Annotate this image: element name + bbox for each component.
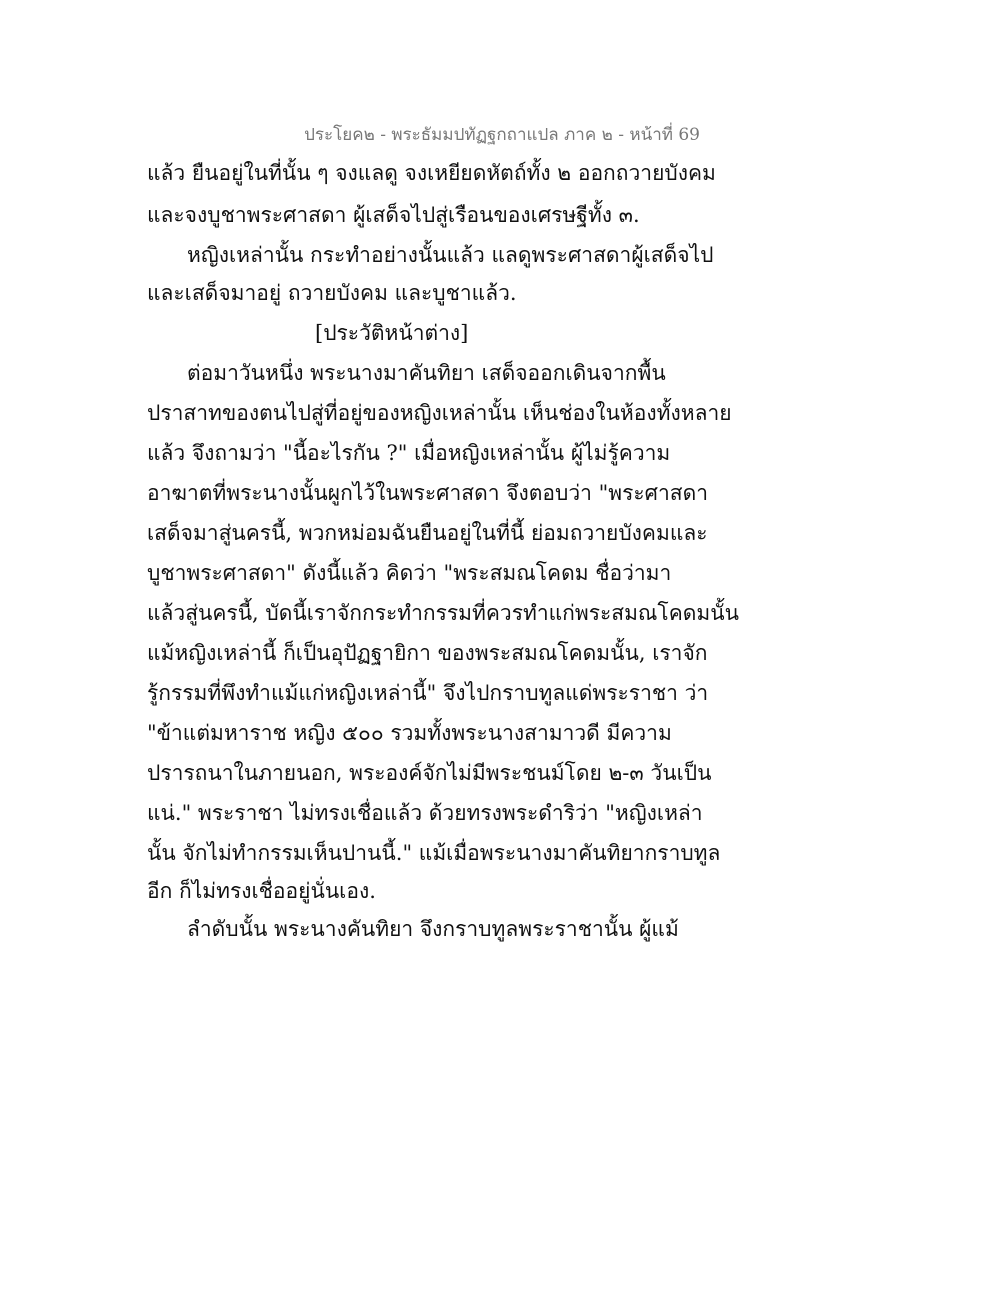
text-line: แล้วสู่นครนี้, บัดนี้เราจักกระทำกรรมที่ควรทำแก่พระสมณโคดมนั้น <box>147 601 739 625</box>
text-line: ปรารถนาในภายนอก, พระองค์จักไม่มีพระชนม์โดย ๒-๓ วันเป็น <box>147 761 712 785</box>
text-line: อาฆาตที่พระนางนั้นผูกไว้ในพระศาสดา จึงตอบว่า "พระศาสดา <box>147 481 709 505</box>
text-line: แม้หญิงเหล่านี้ ก็เป็นอุปัฏฐายิกา ของพระสมณโคดมนั้น, เราจัก <box>147 641 708 665</box>
text-line: แน่." พระราชา ไม่ทรงเชื่อแล้ว ด้วยทรงพระดำริว่า "หญิงเหล่า <box>147 801 703 825</box>
paragraph-first-line: หญิงเหล่านั้น กระทำอย่างนั้นแล้ว แลดูพระศาสดาผู้เสด็จไป <box>187 243 714 267</box>
text-line: เสด็จมาสู่นครนี้, พวกหม่อมฉันยืนอยู่ในที่นี้ ย่อมถวายบังคมและ <box>147 521 708 545</box>
text-line: "ข้าแต่มหาราช หญิง ๕๐๐ รวมทั้งพระนางสามาวดี มีความ <box>147 721 672 745</box>
section-heading: [ประวัติหน้าต่าง] <box>315 321 469 345</box>
paragraph-first-line: ต่อมาวันหนึ่ง พระนางมาคันทิยา เสด็จออกเดินจากพื้น <box>187 361 666 385</box>
text-line: นั้น จักไม่ทำกรรมเห็นปานนี้." แม้เมื่อพระนางมาคันทิยากราบทูล <box>147 841 721 865</box>
text-line: แล้ว จึงถามว่า "นี้อะไรกัน ?" เมื่อหญิงเหล่านั้น ผู้ไม่รู้ความ <box>147 441 671 465</box>
running-header: ประโยค๒ - พระธัมมปทัฏฐกถาแปล ภาค ๒ - หน้าที่ 69 <box>304 125 700 145</box>
text-line: และจงบูชาพระศาสดา ผู้เสด็จไปสู่เรือนของเศรษฐีทั้ง ๓. <box>147 203 640 227</box>
text-line: อีก ก็ไม่ทรงเชื่ออยู่นั่นเอง. <box>147 879 376 903</box>
text-line: และเสด็จมาอยู่ ถวายบังคม และบูชาแล้ว. <box>147 281 517 305</box>
text-line: บูชาพระศาสดา" ดังนี้แล้ว คิดว่า "พระสมณโคดม ชื่อว่ามา <box>147 561 672 585</box>
text-line: รู้กรรมที่พึงทำแม้แก่หญิงเหล่านี้" จึงไปกราบทูลแด่พระราชา ว่า <box>147 681 709 705</box>
text-line: ปราสาทของตนไปสู่ที่อยู่ของหญิงเหล่านั้น เห็นช่องในห้องทั้งหลาย <box>147 401 732 425</box>
text-line: แล้ว ยืนอยู่ในที่นั้น ๆ จงแลดู จงเหยียดหัตถ์ทั้ง ๒ ออกถวายบังคม <box>147 161 716 185</box>
paragraph-first-line: ลำดับนั้น พระนางคันทิยา จึงกราบทูลพระราชานั้น ผู้แม้ <box>187 917 679 941</box>
